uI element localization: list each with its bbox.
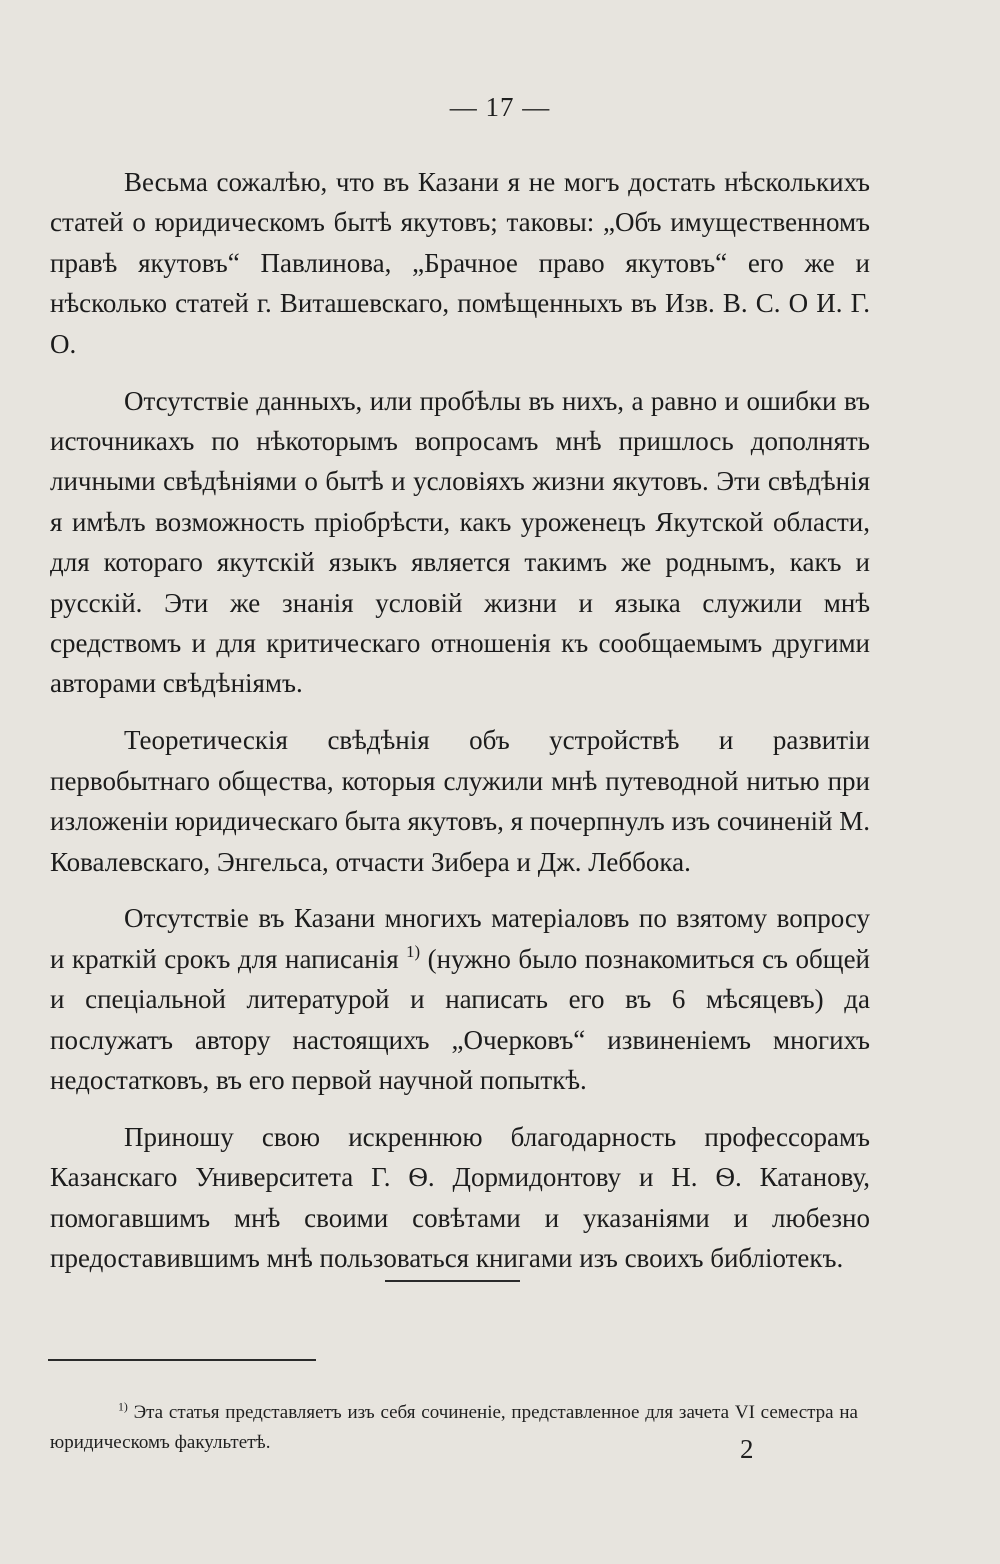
signature-mark: 2 — [740, 1434, 754, 1464]
main-text — [50, 162, 870, 1295]
paragraph-3: Теоретическія свѣдѣнія объ устройствѣ и развитіи первобытнаго общества, которыя служили мнѣ путеводной нитью при изложеніи юридическаго быта якутовъ, я почерпнулъ изъ сочиненій М. Ковалевскаго, Энгельса, отчасти Зибера и Дж. Леббока. — [50, 725, 870, 877]
footnote — [50, 1398, 858, 1458]
section-end-rule — [385, 1280, 520, 1282]
paragraph-1: Весьма сожалѣю, что въ Казани я не могъ достать нѣсколькихъ статей о юридическомъ бытѣ якутовъ; таковы: „Объ имущественномъ правѣ якутовъ“ Павлинова, „Брачное право якутовъ“ его же и нѣсколько статей г. Виташевскаго, помѣщенныхъ въ Изв. В. С. О И. Г. О. — [50, 167, 870, 359]
paragraph-5: Приношу свою искреннюю благодарность профессорамъ Казанскаго Университета Г. Ѳ. Дормидонтову и Н. Ѳ. Катанову, помогавшимъ мнѣ своими совѣтами и указаніями и любезно предоставившимъ мнѣ пользоваться книгами изъ своихъ библіотекъ. — [50, 1121, 870, 1274]
paragraph-4-part-1: Отсутствіе въ Казани многихъ матеріаловъ по взятому вопросу и краткій срокъ для написанія — [50, 903, 870, 974]
footnote-reference[interactable]: 1) — [406, 941, 421, 961]
footnote-marker: 1) — [118, 1400, 128, 1414]
footnote-text: Эта статья представляетъ изъ себя сочиненіе, представленное для зачета VI семестра на юридическомъ факультетѣ. — [50, 1402, 858, 1453]
page-number: — 17 — — [449, 92, 551, 122]
paragraph-4 — [50, 898, 870, 1100]
paragraph-2: Отсутствіе данныхъ, или пробѣлы въ нихъ, а равно и ошибки въ источникахъ по нѣкоторымъ вопросамъ мнѣ пришлось дополнять личными свѣдѣніями о бытѣ и условіяхъ жизни якутовъ. Эти свѣдѣнія я имѣлъ возможность пріобрѣсти, какъ уроженецъ Якутской области, для котораго якутскій языкъ является такимъ же роднымъ, какъ и русскій. Эти же знанія условій жизни и языка служили мнѣ средствомъ и для критическаго отношенія къ сообщаемымъ другими авторами свѣдѣніямъ. — [50, 385, 870, 699]
paragraph-4-part-2: (нужно было познакомиться съ общей и спеціальной литературой и написать его въ 6 мѣсяцевъ) да послужатъ автору настоящихъ „Очерковъ“ извиненіемъ многихъ недостатковъ, въ его первой научной попыткѣ. — [50, 943, 871, 1096]
footnote-separator — [48, 1359, 316, 1361]
footnote-paragraph — [50, 1398, 858, 1458]
